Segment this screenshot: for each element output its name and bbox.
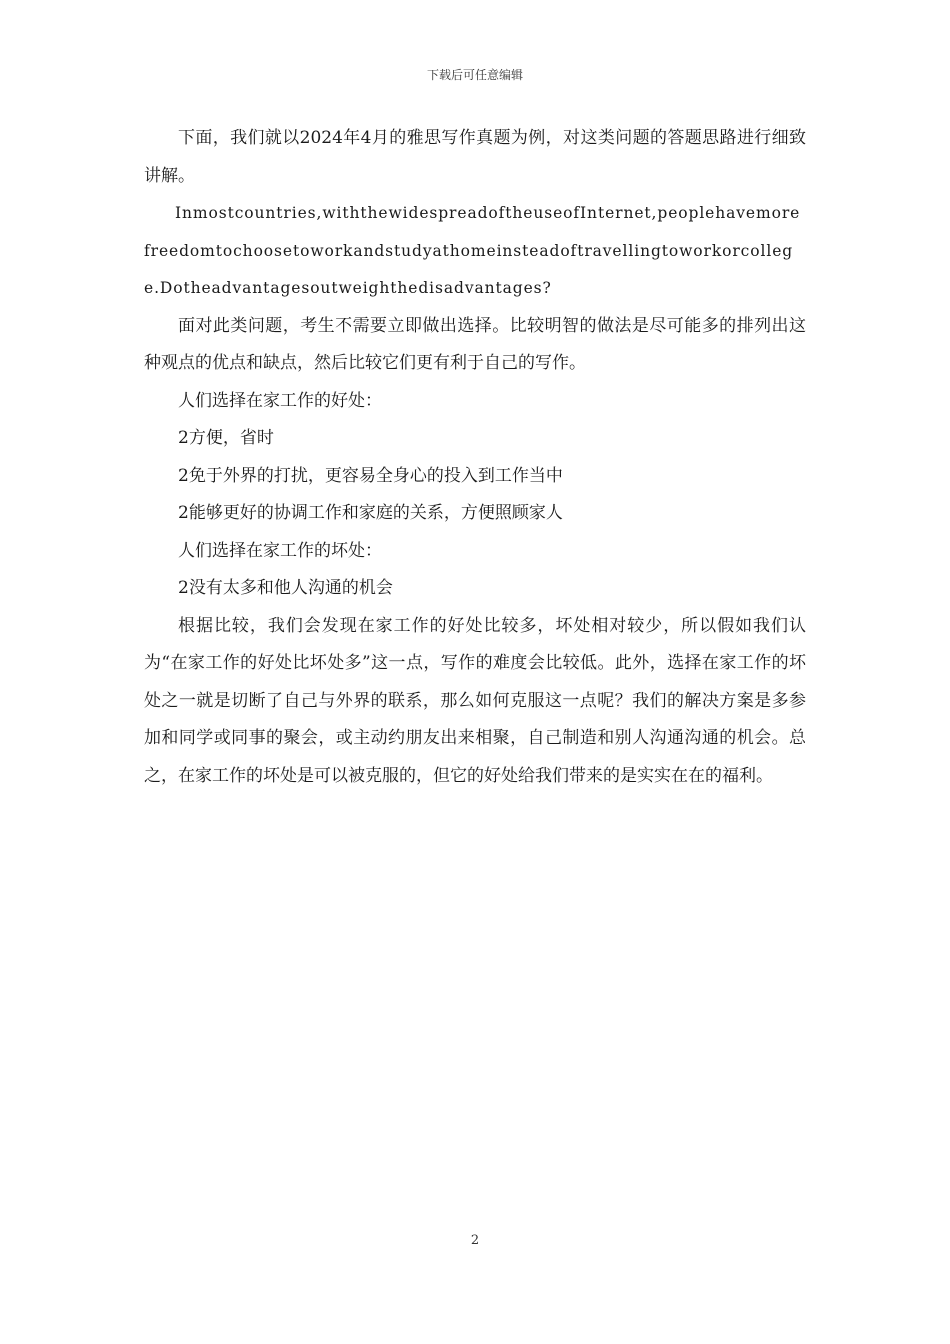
paragraph-intro: 下面，我们就以2024年4月的雅思写作真题为例，对这类问题的答题思路进行细致讲解。 bbox=[144, 128, 806, 186]
page-header: 下载后可任意编辑 bbox=[426, 68, 523, 82]
page-number: 2 bbox=[470, 1233, 480, 1248]
list-item-advantage-1: 2方便，省时 bbox=[178, 428, 274, 448]
list-item-advantage-2: 2免于外界的打扰，更容易全身心的投入到工作当中 bbox=[178, 465, 563, 486]
paragraph-disadvantages-heading: 人们选择在家工作的坏处： bbox=[178, 540, 382, 561]
paragraph-conclusion: 根据比较，我们会发现在家工作的好处比较多，坏处相对较少，所以假如我们认为“在家工作的好处比坏处多”这一点，写作的难度会比较低。此外，选择在家工作的坏处之一就是切断了自己与外界的联系，那么如何克服这一点呢？我们的解决方案是多参加和同学或同事的聚会，或主动约朋友出来相聚，自己制造和别人沟通沟通的机会。总之，在家工作的坏处是可以被克服的，但它的好处给我们带来的是实实在在的福利。 bbox=[144, 615, 806, 786]
list-item-advantage-3: 2能够更好的协调工作和家庭的关系，方便照顾家人 bbox=[178, 503, 563, 523]
list-item-disadvantage-1: 2没有太多和他人沟通的机会 bbox=[178, 578, 393, 598]
paragraph-essay-prompt: Inmostcountries,withthewidespreadoftheuseofInternet,peoplehavemorefreedomtochoosetoworkandstudyathomeinsteadoftravellingtoworkorcollege.Dotheadvantagesoutweighthedisadvantages? bbox=[144, 204, 801, 297]
paragraph-approach: 面对此类问题，考生不需要立即做出选择。比较明智的做法是尽可能多的排列出这种观点的优点和缺点，然后比较它们更有利于自己的写作。 bbox=[144, 315, 806, 373]
document-body bbox=[144, 120, 806, 795]
paragraph-advantages-heading: 人们选择在家工作的好处： bbox=[178, 390, 382, 411]
